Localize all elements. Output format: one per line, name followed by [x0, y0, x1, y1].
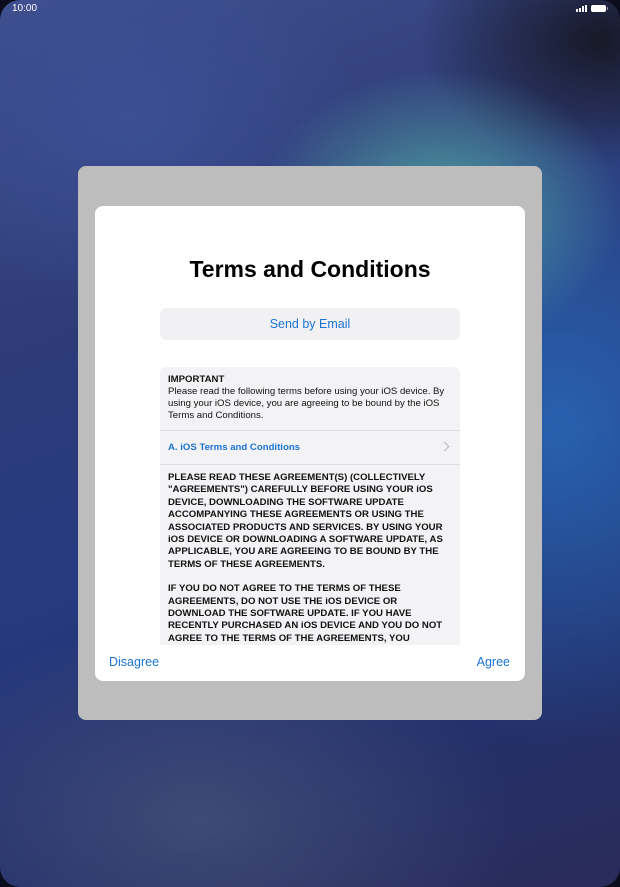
- ios-terms-link-label: A. iOS Terms and Conditions: [168, 442, 301, 453]
- important-text: Please read the following terms before using your iOS device. By using your iOS device, you are agreeing to be bound by the iOS Terms and Conditions.: [168, 386, 445, 421]
- terms-paragraph: IF YOU DO NOT AGREE TO THE TERMS OF THESE AGREEMENTS, DO NOT USE THE iOS DEVICE OR DOWNLOAD THE SOFTWARE UPDATE. IF YOU HAVE RECENTLY PURCHASED AN iOS DEVICE AND YOU DO NOT AGREE TO THE TERMS OF THE AGREEMENTS, YOU: [168, 583, 443, 644]
- terms-body: [160, 465, 460, 645]
- status-indicators: [576, 4, 606, 12]
- send-by-email-button[interactable]: Send by Email: [160, 308, 460, 340]
- ios-terms-link[interactable]: [160, 431, 460, 464]
- status-bar: [0, 0, 620, 18]
- terms-dialog: [95, 206, 525, 681]
- terms-paragraph: PLEASE READ THESE AGREEMENT(S) (COLLECTIVELY "AGREEMENTS") CAREFULLY BEFORE USING YOUR iOS DEVICE, DOWNLOADING THE SOFTWARE UPDATE ACCOMPANYING THESE AGREEMENTS OR USING THE ASSOCIATED PRODUCTS AND SERVICES. BY USING YOUR iOS DEVICE OR DOWNLOADING A SOFTWARE UPDATE, AS APPLICABLE, YOU ARE AGREEING TO BE BOUND BY THE TERMS OF THESE AGREEMENTS.: [168, 472, 443, 570]
- agree-button[interactable]: Agree: [476, 655, 510, 669]
- signal-bars-icon: [576, 4, 587, 12]
- important-notice: [160, 367, 460, 430]
- dialog-title: Terms and Conditions: [189, 256, 431, 282]
- disagree-button[interactable]: Disagree: [109, 655, 160, 669]
- terms-scroll-area[interactable]: [160, 367, 460, 645]
- status-time: 10:00: [12, 3, 38, 14]
- important-heading: IMPORTANT: [168, 374, 225, 385]
- battery-full-icon: [591, 5, 606, 12]
- chevron-right-icon: [440, 442, 450, 452]
